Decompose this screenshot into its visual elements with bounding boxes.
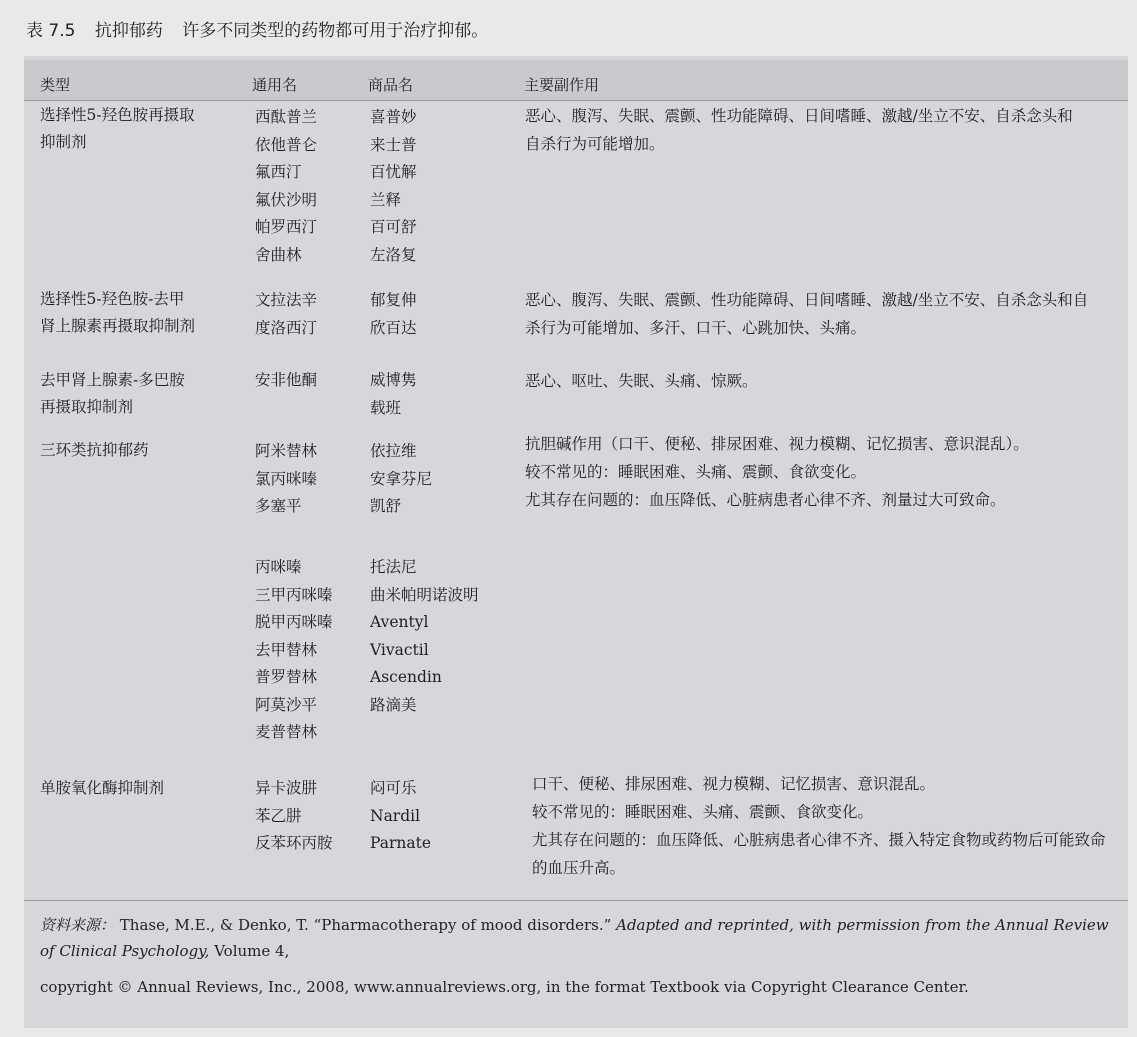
header-generic: 通用名 <box>252 76 298 94</box>
table-title: 抗抑郁药 <box>94 21 163 41</box>
brand-list-maoi: 闷可乐 Nardil Parnate <box>370 779 432 852</box>
footer-divider <box>24 900 1128 901</box>
brand-list-tca: 依拉维 安拿芬尼 凯舒 <box>370 442 433 515</box>
header-divider <box>24 100 1128 101</box>
table-caption <box>26 16 488 41</box>
source-publication: Adapted and reprinted, with permission from the Annual Review of Clinical Psychology, <box>40 916 1109 960</box>
effects-maoi: 口干、便秘、排尿困难、视力模糊、记忆损害、意识混乱。 较不常见的：睡眠困难、头痛、震颤、食欲变化。 尤其存在问题的：血压降低、心脏病患者心律不齐、摄入特定食物或药物后可能致命的血压升高。 <box>532 775 1106 877</box>
table-description: 许多不同类型的药物都可用于治疗抑郁。 <box>182 21 489 41</box>
category-snri: 选择性5-羟色胺-去甲 肾上腺素再摄取抑制剂 <box>40 290 196 335</box>
generic-list-maoi: 异卡波肼 苯乙肼 反苯环丙胺 <box>255 779 333 852</box>
table-panel <box>24 56 1128 1028</box>
source-volume: Volume 4, <box>214 942 290 960</box>
category-ndri: 去甲肾上腺素-多巴胺 再摄取抑制剂 <box>40 371 185 416</box>
brand-list-ssri: 喜普妙 来士普 百忧解 兰释 百可舒 左洛复 <box>370 108 417 264</box>
generic-list-snri: 文拉法辛 度洛西汀 <box>255 291 318 337</box>
effects-ndri: 恶心、呕吐、失眠、头痛、惊厥。 <box>525 372 758 390</box>
category-ssri: 选择性5-羟色胺再摄取 抑制剂 <box>40 106 195 151</box>
source-copyright: copyright © Annual Reviews, Inc., 2008, www.annualreviews.org, in the format Textbook via Copyright Clearance Center. <box>40 978 969 996</box>
header-type: 类型 <box>40 76 71 94</box>
table-number: 表 7.5 <box>26 21 76 41</box>
effects-ssri: 恶心、腹泻、失眠、震颤、性功能障碍、日间嗜睡、激越/坐立不安、自杀念头和自杀行为可能增加。 <box>525 107 1073 153</box>
source-label: 资料来源： <box>40 916 116 934</box>
brand-list-snri: 郁复伸 欣百达 <box>370 291 417 337</box>
effects-snri: 恶心、腹泻、失眠、震颤、性功能障碍、日间嗜睡、激越/坐立不安、自杀念头和自杀行为可能增加、多汗、口干、心跳加快、头痛。 <box>525 291 1089 337</box>
brand-list-tca-more: 托法尼 曲米帕明诺波明 Aventyl Vivactil Ascendin 路滴美 <box>370 558 479 714</box>
header-effects: 主要副作用 <box>524 76 600 94</box>
generic-list-tca-more: 丙咪嗪 三甲丙咪嗪 脱甲丙咪嗪 去甲替林 普罗替林 阿莫沙平 麦普替林 <box>255 558 333 741</box>
category-maoi: 单胺氧化酶抑制剂 <box>40 779 165 797</box>
generic-list-ndri: 安非他酮 <box>255 371 318 389</box>
generic-list-ssri: 西酞普兰 依他普仑 氟西汀 氟伏沙明 帕罗西汀 舍曲林 <box>255 108 318 264</box>
brand-list-ndri: 威博隽 载班 <box>370 371 417 417</box>
source-note <box>40 912 1120 1010</box>
generic-list-tca: 阿米替林 氯丙咪嗪 多塞平 <box>255 442 318 515</box>
header-brand: 商品名 <box>368 76 414 94</box>
source-authors: Thase, M.E., & Denko, T. “Pharmacotherapy of mood disorders.” <box>119 916 612 934</box>
table-header <box>24 60 1128 100</box>
category-tca: 三环类抗抑郁药 <box>40 441 149 459</box>
effects-tca: 抗胆碱作用（口干、便秘、排尿困难、视力模糊、记忆损害、意识混乱）。 较不常见的：睡眠困难、头痛、震颤、食欲变化。 尤其存在问题的：血压降低、心脏病患者心律不齐、剂量过大可致命。 <box>525 435 1029 509</box>
